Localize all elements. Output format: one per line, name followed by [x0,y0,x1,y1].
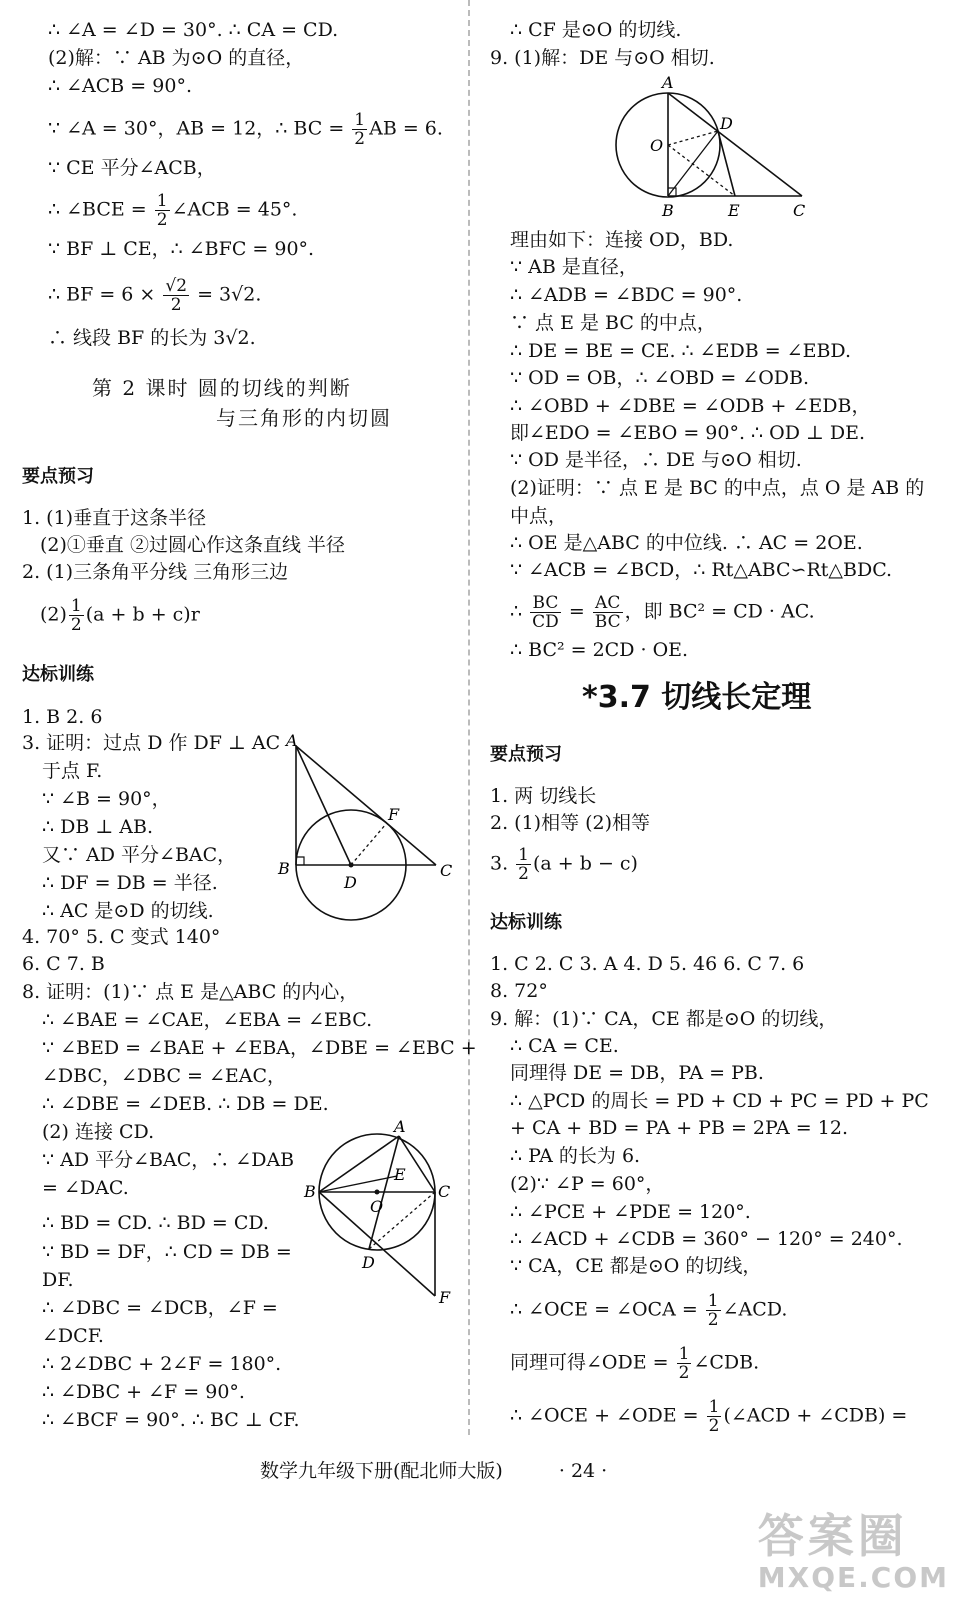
text-line: ∴ DE = BE = CE. ∴ ∠EDB = ∠EBD. [510,340,852,362]
label-c: C [438,1182,451,1201]
text-line: (2)证明：∵ 点 E 是 BC 的中点，点 O 是 AB 的 [510,477,925,499]
watermark-url: MXQE.COM [757,1561,949,1594]
lesson-subtitle: 与三角形的内切圆 [216,406,392,430]
text-line [40,597,200,634]
text-line [48,277,261,314]
text-line: ∵ CA，CE 都是⊙O 的切线， [510,1255,762,1277]
text-line: (2) 连接 CD. [42,1121,155,1143]
text-line: 9. (1)解：DE 与⊙O 相切. [490,47,715,69]
numerator: BC [530,594,561,613]
text-line: 即∠EDO = ∠EBO = 90°. ∴ OD ⊥ DE. [510,422,866,444]
text-line: ∴ ∠ADB = ∠BDC = 90°. [510,284,743,306]
text-line: ∵ ∠B = 90°， [42,788,171,810]
text-line: 理由如下：连接 OD，BD. [510,229,734,251]
label-e: E [728,201,740,220]
text-line: ∴ 2∠DBC + 2∠F = 180°. [42,1353,282,1375]
text-line: ∵ ∠BED = ∠BAE + ∠EBA，∠DBE = ∠EBC + [42,1037,477,1059]
label-f: F [439,1288,451,1307]
text-line: ∴ CF 是⊙O 的切线. [510,19,682,41]
text-line: (2)∵ ∠P = 60°， [510,1173,665,1195]
denominator: 2 [170,295,182,315]
text-seg: ∠ACD. [722,1298,788,1321]
text-line [48,111,443,148]
fraction [593,594,623,631]
section-heading: 要点预习 [490,744,562,765]
denominator: 2 [708,1416,720,1436]
text-line: ∴ ∠A = ∠D = 30°. ∴ CA = CD. [48,19,339,41]
point-d [349,863,354,868]
text-seg: (a + b + c)r [85,603,200,626]
denominator: 2 [156,210,168,230]
text-line: ∴ ∠ACD + ∠CDB = 360° − 120° = 240°. [510,1228,903,1250]
text-line: 6. C 7. B [22,953,105,975]
text-line: ∴ ∠DBE = ∠DEB. ∴ DB = DE. [42,1093,329,1115]
text-line: = ∠DAC. [42,1177,129,1199]
label-a: A [286,731,298,750]
text-seg: ∴ BF = 6 × [48,283,162,306]
text-line: ∴ ∠ACB = 90°. [48,75,192,97]
text-seg: 同理可得∠ODE = [510,1351,675,1374]
label-c: C [440,861,453,880]
section-heading: 达标训练 [490,912,562,933]
denominator: 2 [354,129,366,149]
fraction [352,111,367,148]
text-line: 又∵ AD 平分∠BAC， [42,844,237,866]
text-line: 1. 两 切线长 [490,785,597,807]
segment-df [351,824,386,865]
text-seg: (2) [40,603,67,626]
label-b: B [662,201,674,220]
point-o [375,1190,380,1195]
text-line: ∴ CA = CE. [510,1035,619,1057]
label-f: F [388,805,400,824]
text-line: 3. 证明：过点 D 作 DF ⊥ AC [22,732,281,754]
fraction [706,1292,721,1329]
text-seg: AB = 6. [369,117,443,140]
segment-de [718,131,735,196]
text-line: 8. 72° [490,980,548,1002]
fraction [677,1345,692,1382]
text-line: ∴ ∠BAE = ∠CAE，∠EBA = ∠EBC. [42,1009,373,1031]
text-line [510,1345,759,1382]
label-d: D [344,873,357,892]
lesson-title: 第 2 课时 圆的切线的判断 [92,376,352,400]
figure-tangent-circle-d [268,728,468,958]
watermark-logo-text: 答案圈 [757,1509,908,1563]
text-line: 9. 解：(1)∵ CA，CE 都是⊙O 的切线， [490,1008,838,1030]
fraction [516,846,531,883]
text-seg: ∠ACB = 45°. [171,198,298,221]
text-line: ∴ △PCD 的周长 = PD + CD + PC = PD + PC [510,1090,929,1112]
text-seg: ∵ ∠A = 30°，AB = 12，∴ BC = [48,117,351,140]
text-line: 8. 证明：(1)∵ 点 E 是△ABC 的内心， [22,981,359,1003]
page-number: · 24 · [558,1460,608,1482]
denominator: 2 [518,864,529,884]
text-line: 1. B 2. 6 [22,706,103,728]
text-line: 2. (1)相等 (2)相等 [490,812,651,834]
segment-od [668,131,718,145]
text-line: 中点， [510,505,568,527]
text-line: ∵ ∠ACB = ∠BCD，∴ Rt△ABC∽Rt△BDC. [510,559,893,581]
text-line: 同理得 DE = DB，PA = PB. [510,1062,764,1084]
label-a: A [394,1120,406,1136]
fraction [163,277,189,314]
page-footer [260,1456,607,1483]
numerator: 1 [678,1344,690,1364]
text-line: ∵ BF ⊥ CE，∴ ∠BFC = 90°. [48,238,315,260]
text-line: (2)①垂直 ②过圆心作这条直线 半径 [40,534,345,556]
label-c: C [793,201,806,220]
text-line: ∠DBC，∠DBC = ∠EAC， [42,1065,287,1087]
text-seg: 3. [490,852,515,875]
watermark [758,1511,949,1594]
denominator: 2 [707,1310,719,1330]
text-line: 1. C 2. C 3. A 4. D 5. 46 6. C 7. 6 [490,953,805,975]
numerator: 1 [708,1397,720,1417]
text-line: ∵ AB 是直径， [510,256,638,278]
text-line: (2)解：∵ AB 为⊙O 的直径， [48,47,305,69]
text-line: ∴ ∠DBC + ∠F = 90°. [42,1381,245,1403]
text-line: ∴ ∠OBD + ∠DBE = ∠ODB + ∠EDB， [510,395,871,417]
numerator: 1 [518,845,529,865]
text-line: 于点 F. [42,760,103,782]
numerator: 1 [354,110,366,130]
text-line: ∴ DF = DB = 半径. [42,872,218,894]
text-line: + CA + BD = PA + PB = 2PA = 12. [510,1117,848,1139]
text-line: ∵ CE 平分∠ACB， [48,157,216,179]
numerator: 1 [707,1291,719,1311]
text-seg: ∴ ∠BCE = [48,198,153,221]
text-line: ∴ ∠PCE + ∠PDE = 120°. [510,1201,751,1223]
label-a: A [662,74,674,92]
text-line: ∠DCF. [42,1325,104,1347]
text-line: ∴ ∠BCF = 90°. ∴ BC ⊥ CF. [42,1409,300,1431]
text-line: ∴ ∠DBC = ∠DCB，∠F = [42,1297,278,1319]
section-heading: 要点预习 [22,466,94,487]
numerator: 1 [156,191,168,211]
text-line: ∵ 点 E 是 BC 的中点， [510,312,716,334]
text-seg: ∴ ∠OCE = ∠OCA = [510,1298,704,1321]
text-line [510,1292,787,1329]
column-separator [468,0,470,1435]
text-seg: (∠ACD + ∠CDB) = [723,1404,908,1427]
numerator: AC [593,594,623,613]
text-seg: ∠CDB. [693,1351,760,1374]
text-line: ∵ AD 平分∠BAC，∴ ∠DAB [42,1149,295,1171]
denominator: BC [594,612,621,632]
text-line: 2. (1)三条角平分线 三角形三边 [22,561,289,583]
section-heading: 达标训练 [22,664,94,685]
label-d: D [720,114,733,133]
text-line: ∴ BC² = 2CD · OE. [510,639,689,661]
text-line: ∴ BD = CD. ∴ BD = CD. [42,1212,269,1234]
label-b: B [278,859,290,878]
fraction [707,1398,722,1435]
text-seg: (a + b − c) [533,852,638,875]
text-seg: ∴ ∠OCE + ∠ODE = [510,1404,705,1427]
text-line [48,192,297,229]
text-line: ∴ 线段 BF 的长为 3√2. [48,327,256,349]
label-e: E [394,1165,406,1184]
fraction [69,597,84,634]
figure-tangent-de [600,74,820,224]
text-line: ∵ OD 是半径，∴ DE 与⊙O 相切. [510,449,802,471]
label-o: O [650,136,664,155]
section-title: *3.7 切线长定理 [582,680,812,715]
text-line: ∴ AC 是⊙D 的切线. [42,900,214,922]
text-line [510,1398,907,1435]
segment-ac [296,746,436,865]
fraction [530,594,561,631]
text-line: 4. 70° 5. C 变式 140° [22,926,221,948]
label-b: B [304,1182,316,1201]
segment-ac [668,93,802,196]
denominator: 2 [678,1363,690,1383]
text-line: ∴ DB ⊥ AB. [42,816,153,838]
denominator: 2 [70,615,82,635]
footer-book-title: 数学九年级下册(配北师大版) [260,1460,503,1482]
therefore-sign: ∴ [510,600,529,623]
text-seg: ，即 BC² = CD · AC. [624,600,815,623]
text-line: ∴ PA 的长为 6. [510,1145,641,1167]
text-line [490,846,638,883]
text-seg: = 3√2. [191,283,262,306]
segment-ad [296,746,351,865]
numerator: 1 [70,596,82,616]
figure-incircle [302,1120,462,1310]
label-o: O [370,1197,384,1216]
text-line: ∴ $\frac{BC}{CD}$ = $\frac{AC}{BC}$ ，即 BC² = CD · AC. [510,593,815,632]
fraction [155,192,170,229]
text-line: 1. (1)垂直于这条半径 [22,507,207,529]
text-line: ∴ OE 是△ABC 的中位线. ∴ AC = 2OE. [510,532,863,554]
label-d: D [362,1253,375,1272]
text-line: ∵ BD = DF，∴ CD = DB = [42,1241,292,1263]
numerator: √2 [165,276,188,296]
text-line: DF. [42,1269,74,1291]
denominator: CD [532,612,559,632]
text-line: ∵ OD = OB，∴ ∠OBD = ∠ODB. [510,367,810,389]
